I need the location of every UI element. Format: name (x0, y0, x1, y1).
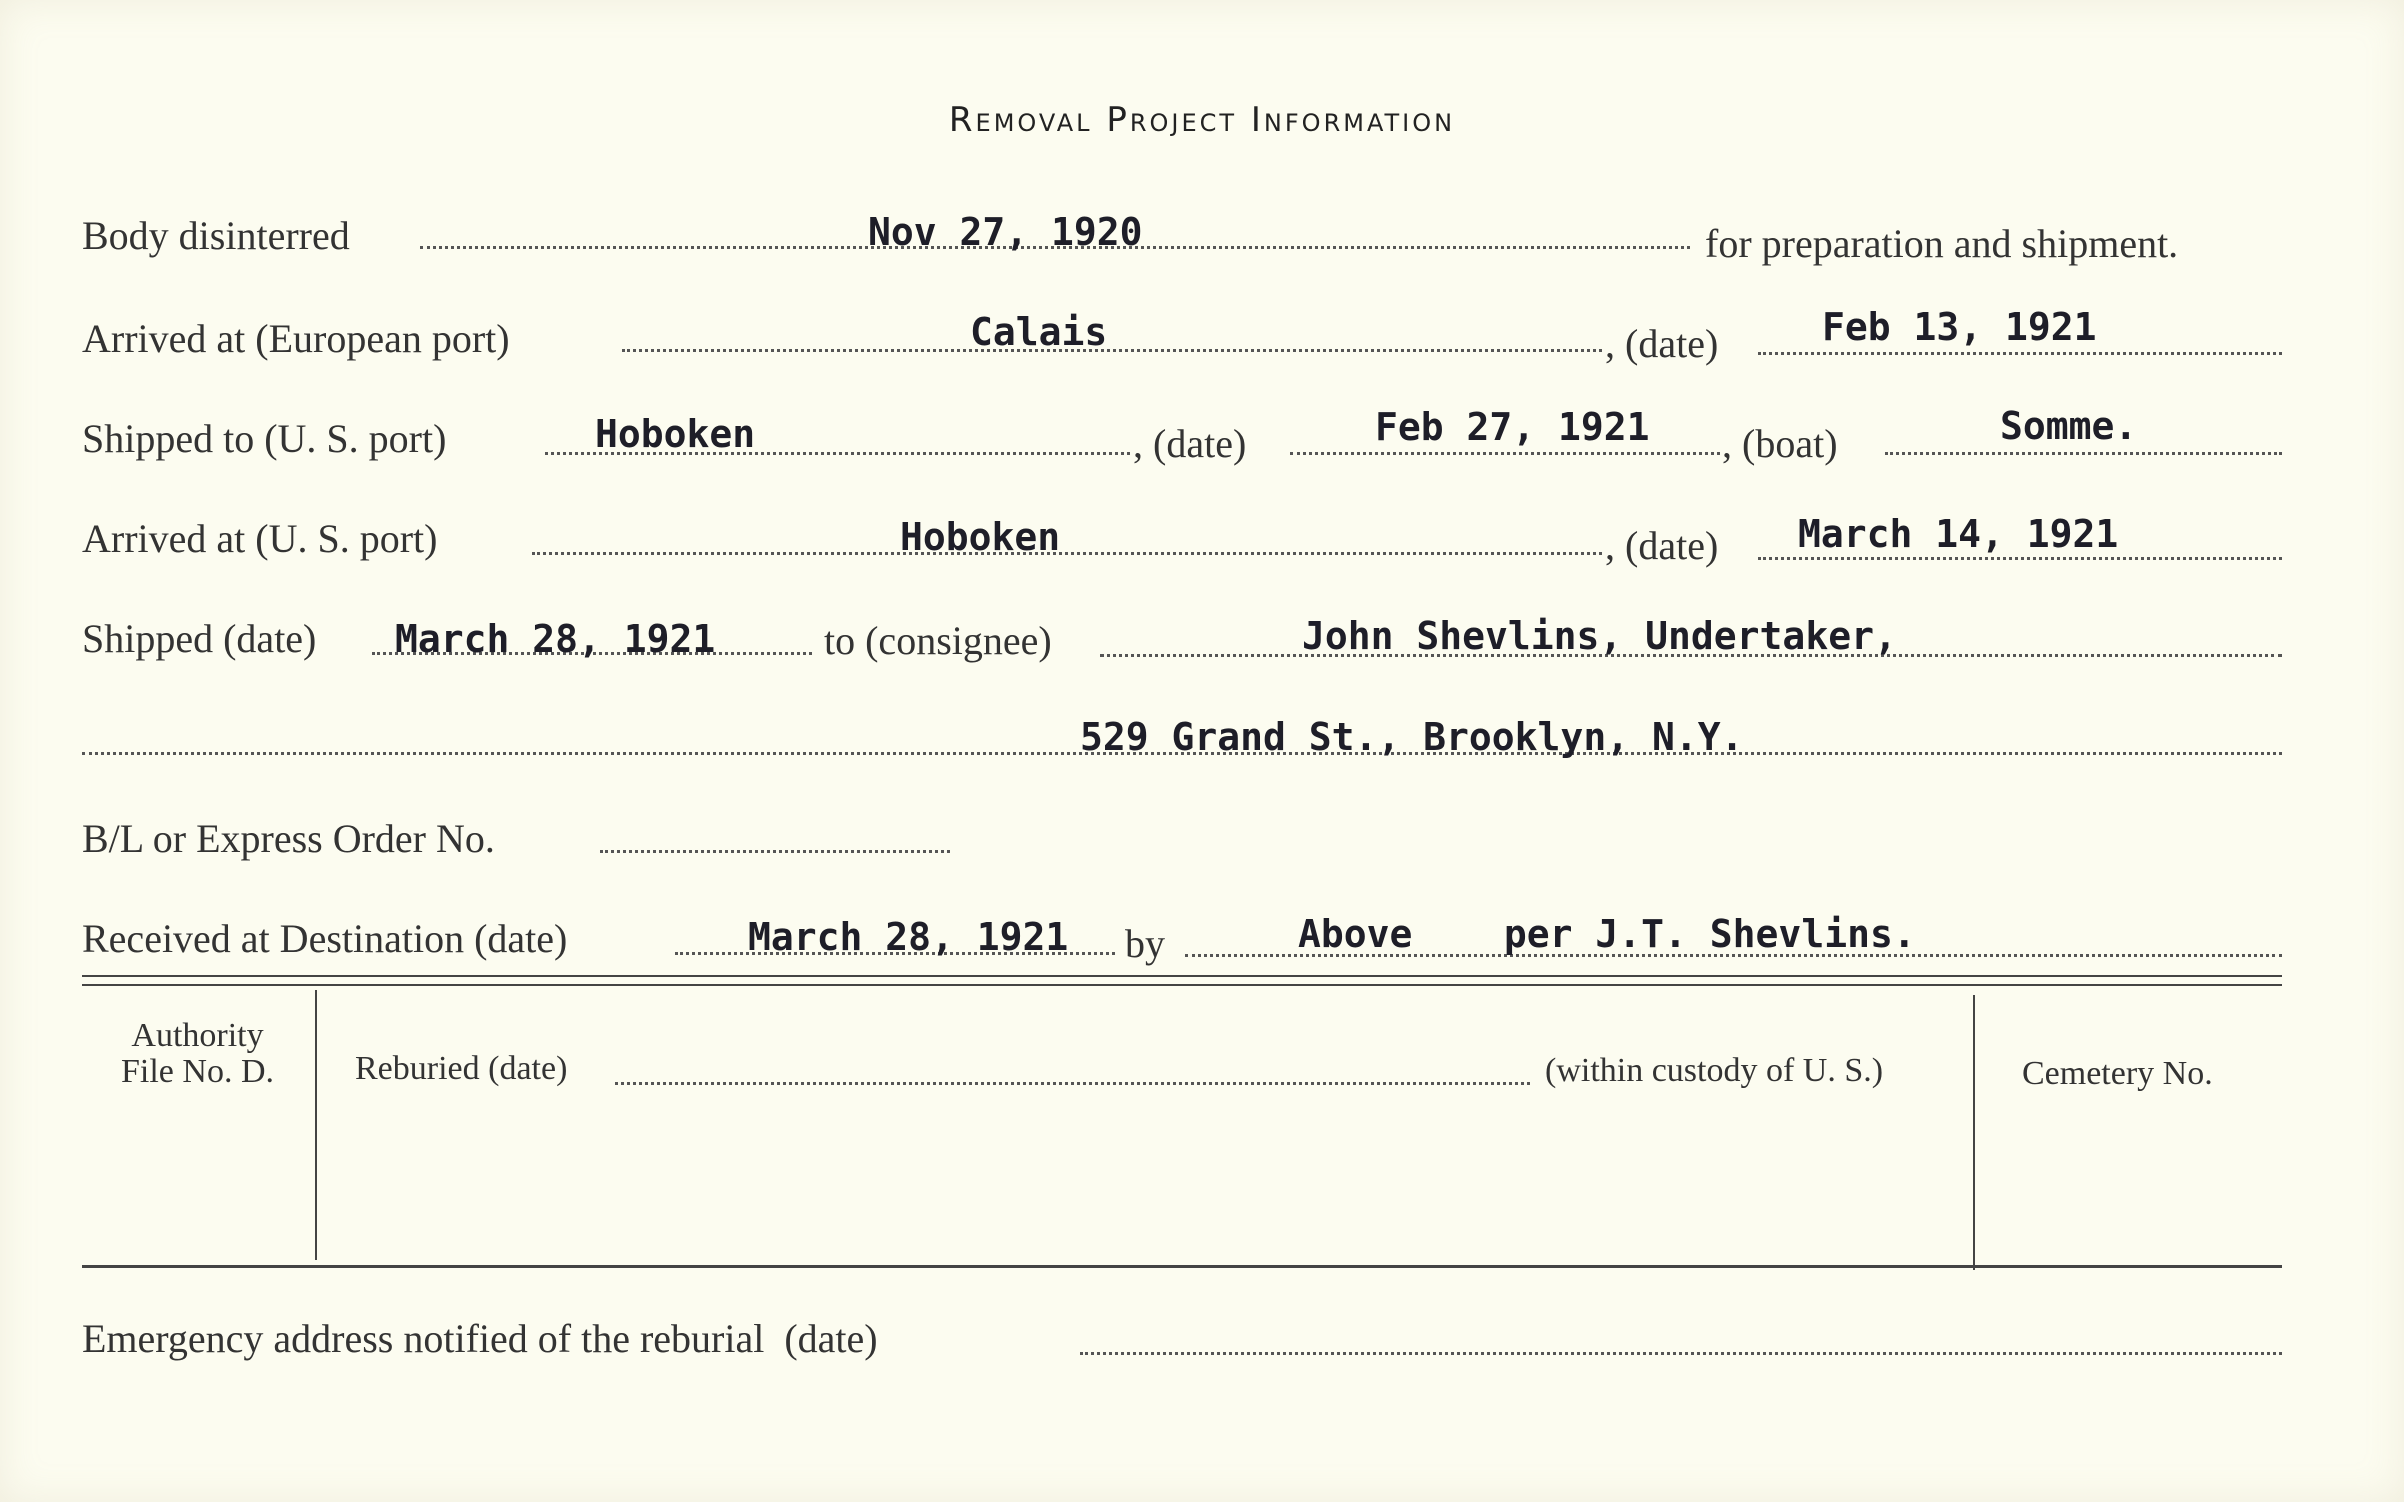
shipped-us-label: Shipped to (U. S. port) (82, 416, 447, 461)
disinterred-label: Body disinterred (82, 213, 350, 258)
arrived-eu-date-label: , (date) (1605, 321, 1719, 366)
disinterred-suffix: for preparation and shipment. (1705, 221, 2179, 266)
shipped-date-label: Shipped (date) (82, 616, 317, 661)
authority-label (100, 1018, 295, 1090)
shipped-us-date-value: Feb 27, 1921 (1375, 405, 1650, 449)
cemetery-label: Cemetery No. (2022, 1055, 2213, 1092)
received-by-label: by (1125, 921, 1165, 966)
shipped-us-date-line (1290, 450, 1720, 455)
arrived-us-value: Hoboken (900, 515, 1061, 559)
received-label: Received at Destination (date) (82, 916, 568, 961)
box-top-rule-1 (82, 975, 2282, 977)
box-divider-right (1973, 995, 1975, 1270)
shipped-date-value: March 28, 1921 (395, 617, 716, 661)
arrived-us-label: Arrived at (U. S. port) (82, 516, 438, 561)
page-title: Removal Project Information (948, 100, 1456, 140)
reburied-label: Reburied (date) (355, 1050, 568, 1087)
consignee-value: John Shevlins, Undertaker, (1302, 614, 1897, 658)
received-value: March 28, 1921 (748, 915, 1069, 959)
shipped-us-boat-label: , (boat) (1722, 421, 1838, 466)
arrived-eu-label: Arrived at (European port) (82, 316, 510, 361)
authority-line1: Authority (131, 1017, 264, 1054)
disinterred-value: Nov 27, 1920 (868, 210, 1143, 254)
arrived-us-line (532, 550, 1602, 555)
arrived-eu-date-value: Feb 13, 1921 (1822, 305, 2097, 349)
consignee-label: to (consignee) (824, 618, 1052, 663)
emergency-label: Emergency address notified of the reburial (date) (82, 1316, 878, 1361)
bl-order-line (600, 848, 950, 853)
shipped-us-value: Hoboken (595, 412, 756, 456)
shipped-us-boat-value: Somme. (2000, 404, 2138, 448)
shipped-us-boat-line (1885, 450, 2282, 455)
reburied-line (615, 1080, 1530, 1085)
received-by-value: Above per J.T. Shevlins. (1298, 912, 1916, 956)
arrived-us-date-label: , (date) (1605, 523, 1719, 568)
bl-order-label: B/L or Express Order No. (82, 816, 495, 861)
arrived-eu-date-line (1758, 350, 2282, 355)
custody-label: (within custody of U. S.) (1545, 1052, 1884, 1089)
consignee-address-value: 529 Grand St., Brooklyn, N.Y. (1080, 715, 1744, 759)
box-divider-left (315, 990, 317, 1260)
authority-line2: File No. D. (121, 1053, 274, 1090)
arrived-eu-value: Calais (970, 310, 1108, 354)
arrived-us-date-value: March 14, 1921 (1798, 512, 2119, 556)
box-bottom-rule (82, 1265, 2282, 1268)
shipped-us-date-label: , (date) (1133, 421, 1247, 466)
emergency-line (1080, 1350, 2282, 1355)
arrived-eu-line (622, 347, 1602, 352)
box-top-rule-2 (82, 984, 2282, 986)
